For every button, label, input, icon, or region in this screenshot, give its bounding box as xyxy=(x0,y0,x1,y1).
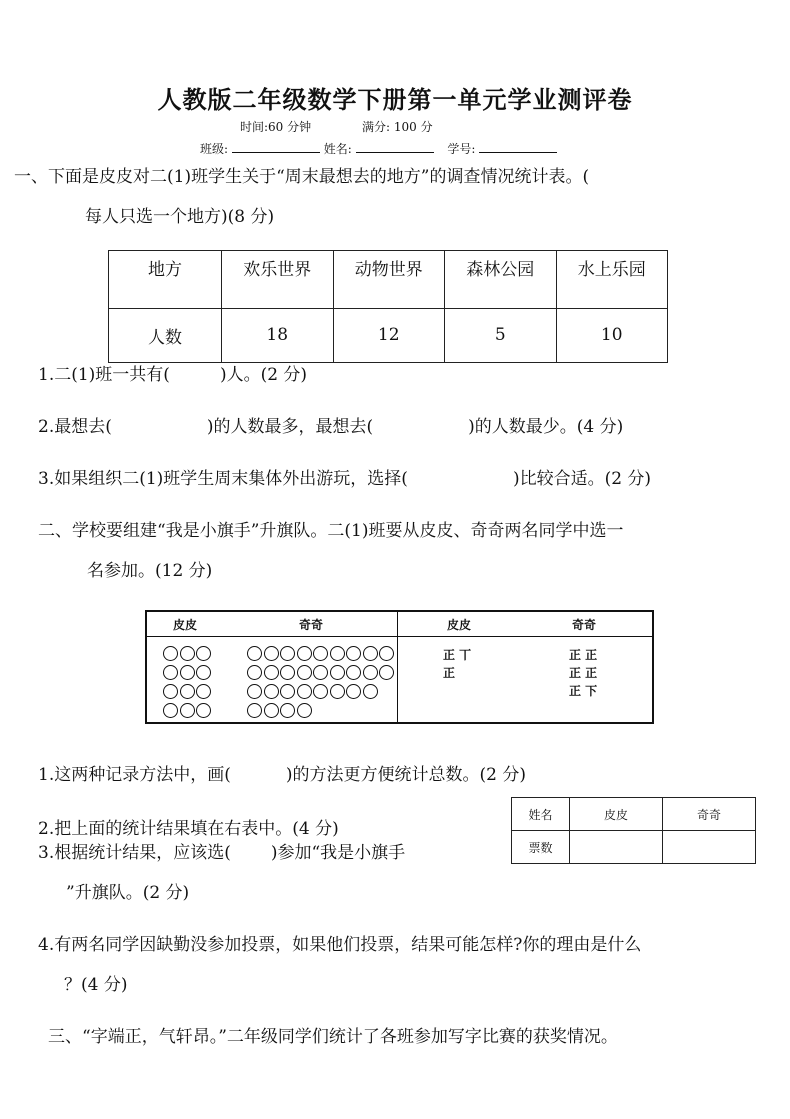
tally-circle xyxy=(196,646,211,661)
record-label-qiqi-circles: 奇奇 xyxy=(299,618,324,632)
table-header-cell: 水上乐园 xyxy=(556,251,668,309)
tally-circle xyxy=(346,665,361,680)
tally-circle xyxy=(247,665,262,680)
s2-question-3-cont: ”升旗队。(2 分) xyxy=(66,883,190,903)
s1-q1-text-end: )人。(2 分) xyxy=(219,365,308,385)
vote-cell-qiqi[interactable] xyxy=(663,831,756,864)
survey-table xyxy=(108,250,668,363)
tally-circle xyxy=(196,684,211,699)
tally-circle xyxy=(264,646,279,661)
s1-question-1 xyxy=(38,360,307,385)
vote-header-pipi: 皮皮 xyxy=(570,798,663,831)
full-score: 满分: 100 分 xyxy=(362,120,433,134)
table-row-label: 人数 xyxy=(109,309,222,363)
class-label: 班级: xyxy=(200,142,229,156)
tally-circle xyxy=(264,665,279,680)
s1-question-3 xyxy=(38,464,651,489)
section1-heading-line2: 每人只选一个地方)(8 分) xyxy=(85,207,275,227)
tally-circle xyxy=(313,646,328,661)
s1-q2-text-end: )的人数最少。(4 分) xyxy=(468,417,624,437)
number-blank[interactable] xyxy=(479,140,557,153)
s2-question-4-line1: 4.有两名同学因缺勤没参加投票，如果他们投票，结果可能怎样?你的理由是什么 xyxy=(38,935,642,955)
s2-q1-text: 1.这两种记录方法中，画( xyxy=(38,765,231,785)
tally-circle xyxy=(163,646,178,661)
time-limit: 时间:60 分钟 xyxy=(240,120,312,134)
tally-circle xyxy=(330,646,345,661)
table-header-cell: 欢乐世界 xyxy=(222,251,334,309)
tally-circle xyxy=(264,703,279,718)
tally-circle xyxy=(196,665,211,680)
tally-circle xyxy=(280,684,295,699)
page-title: 人教版二年级数学下册第一单元学业测评卷 xyxy=(157,86,633,114)
student-info xyxy=(200,140,557,157)
tally-circle xyxy=(313,684,328,699)
s2-q3-text: 3.根据统计结果，应该选( xyxy=(38,843,231,863)
vote-row-label: 票数 xyxy=(512,831,570,864)
tally-circle xyxy=(346,684,361,699)
tally-circle xyxy=(313,665,328,680)
section2-heading-line1: 二、学校要组建“我是小旗手”升旗队。二(1)班要从皮皮、奇奇两名同学中选一 xyxy=(38,521,624,541)
vote-table xyxy=(511,797,756,864)
vote-header-qiqi: 奇奇 xyxy=(663,798,756,831)
s1-q1-text: 1.二(1)班一共有( xyxy=(38,365,170,385)
s2-q1-text-end: )的方法更方便统计总数。(2 分) xyxy=(285,765,526,785)
table-header-cell: 动物世界 xyxy=(333,251,445,309)
tally-circle xyxy=(297,684,312,699)
s2-question-2: 2.把上面的统计结果填在右表中。(4 分) xyxy=(38,819,339,839)
tally-circle xyxy=(264,684,279,699)
tally-circle xyxy=(180,684,195,699)
vote-cell-pipi[interactable] xyxy=(570,831,663,864)
s2-question-4-line2: ？(4 分) xyxy=(64,975,128,995)
tally-circle xyxy=(330,665,345,680)
tally-circle xyxy=(247,684,262,699)
tally-circle xyxy=(363,665,378,680)
record-label-pipi-tally: 皮皮 xyxy=(447,618,472,632)
table-cell: 12 xyxy=(333,309,445,363)
tally-circle xyxy=(280,703,295,718)
tally-circle xyxy=(379,665,394,680)
tally-circle xyxy=(196,703,211,718)
tally-circle xyxy=(180,665,195,680)
number-label: 学号: xyxy=(447,142,476,156)
s1-q3-text-end: )比较合适。(2 分) xyxy=(512,469,652,489)
tally-circle xyxy=(280,665,295,680)
s2-question-3 xyxy=(38,838,405,863)
record-divider xyxy=(397,612,398,722)
pipi-tally-line-1: 正 丅 xyxy=(443,648,472,662)
tally-circle xyxy=(346,646,361,661)
s1-q3-text: 3.如果组织二(1)班学生周末集体外出游玩，选择( xyxy=(38,469,408,489)
record-label-qiqi-tally: 奇奇 xyxy=(572,618,597,632)
tally-circle xyxy=(180,703,195,718)
tally-circle xyxy=(247,646,262,661)
table-cell: 18 xyxy=(222,309,334,363)
tally-circle xyxy=(379,646,394,661)
s1-question-2 xyxy=(38,412,623,437)
tally-circle xyxy=(280,646,295,661)
table-cell: 5 xyxy=(445,309,557,363)
table-cell: 10 xyxy=(556,309,668,363)
tally-circle xyxy=(163,684,178,699)
record-methods-box xyxy=(145,610,654,724)
name-blank[interactable] xyxy=(356,140,434,153)
tally-circle xyxy=(297,665,312,680)
name-label: 姓名: xyxy=(323,142,352,156)
tally-circle xyxy=(163,665,178,680)
tally-circle xyxy=(363,646,378,661)
tally-circle xyxy=(180,646,195,661)
tally-circle xyxy=(363,684,378,699)
pipi-tally-line-2: 正 xyxy=(443,666,456,680)
section3-heading: 三、“字端正，气轩昂。”二年级同学们统计了各班参加写字比赛的获奖情况。 xyxy=(48,1027,618,1047)
qiqi-tally-line-1: 正 正 xyxy=(569,648,598,662)
section1-heading-line1: 一、下面是皮皮对二(1)班学生关于“周末最想去的地方”的调查情况统计表。( xyxy=(14,167,590,187)
record-label-pipi-circles: 皮皮 xyxy=(173,618,198,632)
tally-circle xyxy=(163,703,178,718)
s1-q2-text: 2.最想去( xyxy=(38,417,112,437)
table-header-cell: 地方 xyxy=(109,251,222,309)
qiqi-tally-line-3: 正 下 xyxy=(569,684,598,698)
tally-circle xyxy=(297,703,312,718)
s1-q2-text-mid: )的人数最多，最想去( xyxy=(206,417,374,437)
s2-question-1 xyxy=(38,760,526,785)
section2-heading-line2: 名参加。(12 分) xyxy=(87,561,213,581)
class-blank[interactable] xyxy=(232,140,320,153)
qiqi-tally-line-2: 正 正 xyxy=(569,666,598,680)
s2-q3-text-end: )参加“我是小旗手 xyxy=(270,843,406,863)
tally-circle xyxy=(297,646,312,661)
table-header-cell: 森林公园 xyxy=(445,251,557,309)
tally-circle xyxy=(247,703,262,718)
vote-header-name: 姓名 xyxy=(512,798,570,831)
tally-circle xyxy=(330,684,345,699)
record-header-line xyxy=(147,636,652,637)
